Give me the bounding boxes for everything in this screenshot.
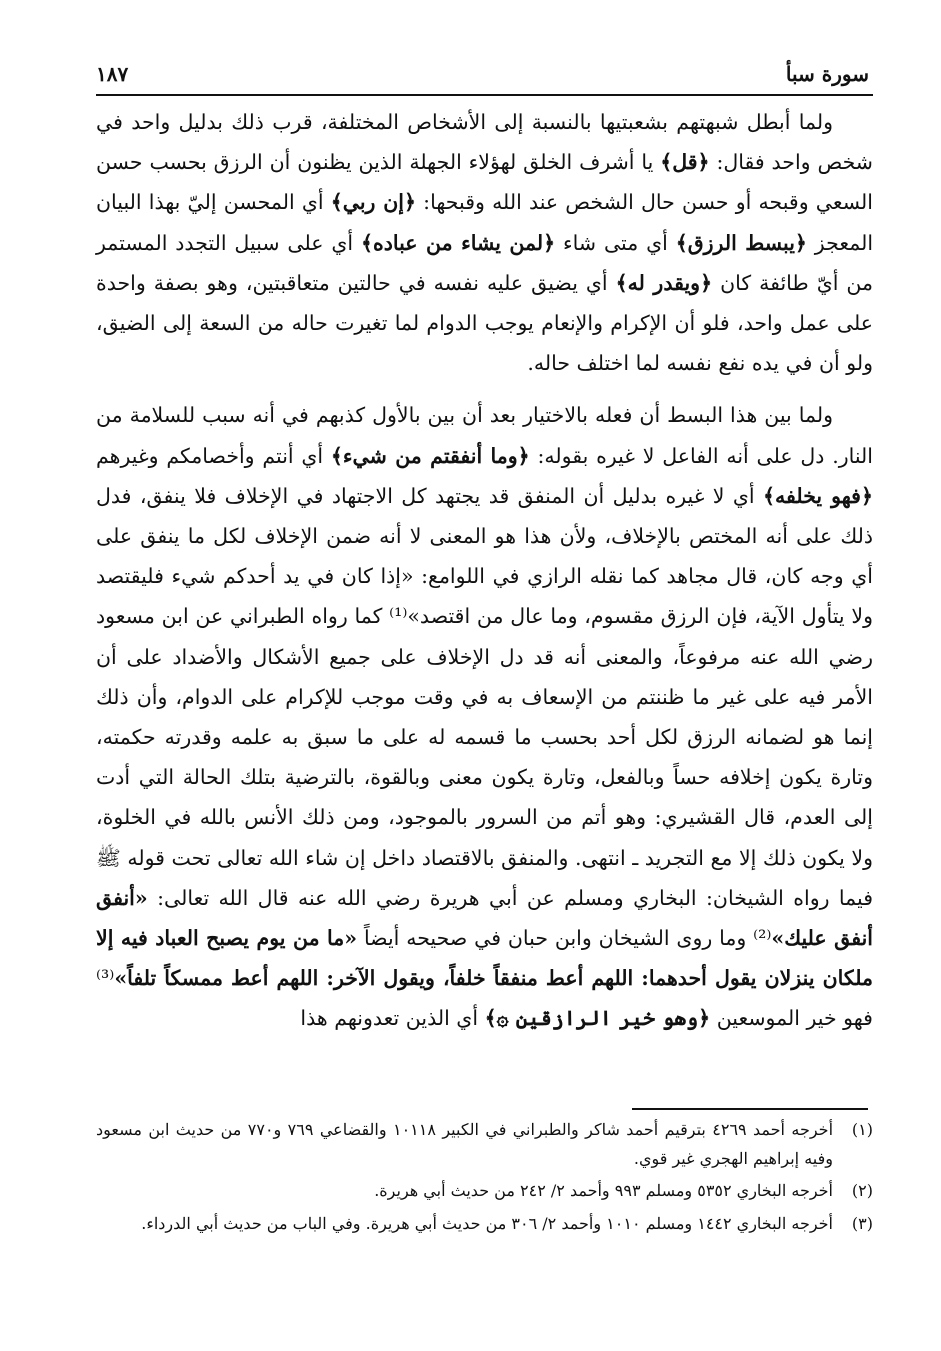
header-rule [96,94,873,96]
body-text-run: أي الذين تعدونهم هذا [300,1006,485,1031]
body-text-run: ولما أبطل شبهتهم بشعبتيها بالنسبة إلى الأشخاص المختلفة، قرب ذلك بدليل واحد في شخص واحد فقال: [96,110,873,175]
quran-quote: «أنفق أنفق عليك» [96,885,874,951]
footnote-text: أخرجه البخاري ٥٣٥٢ ومسلم ٩٩٣ وأحمد ٢/ ٢٤٢ من حديث أبي هريرة. [374,1181,833,1200]
quran-quote: ﴿فهو يخلفه﴾ [763,483,873,508]
body-text-run: أي متى شاء [555,230,676,255]
footnote [96,1116,873,1173]
quran-quote: ﴿وما أنفقتم من شيء﴾ [330,443,530,468]
body-text-run: أي المحسن إليّ بهذا البيان المعجز [96,190,874,255]
quran-quote: ﴿قل﴾ [660,150,710,175]
quran-quote: ﴿ويقدر له﴾ [615,270,713,295]
footnote-text: أخرجه أحمد ٤٢٦٩ بترقيم أحمد شاكر والطبراني في الكبير ١٠١١٨ والقضاعي ٧٦٩ و٧٧٠ من حديث ابن مسعود وفيه إبراهيم الهجري غير قوي. [96,1120,834,1168]
body-text-run: ولما بين هذا البسط أن فعله بالاختيار بعد أن بين بالأول كذبهم في أنه سبب للسلامة من النار. دل على أنه الفاعل لا غيره بقوله: [96,403,873,468]
body-text-run: أي لا غيره بدليل أن المنفق قد يجتهد كل الاجتهاد في الإخلاف فلا ينفق، فدل ذلك على أنه المختص بالإخلاف، ولأن هذا هو المعنى لا أنه ضمن الإخلاف لكل ما ينفق على أي وجه كان، قال مجاهد كما نقله الرازي في اللوامع: «إذا كان في يد أحدكم شيء فليقتصد ولا يتأول الآية، فإن الرزق مقسوم، وما عال من اقتصد»⁽¹⁾ كما رواه الطبراني عن ابن مسعود رضي الله عنه مرفوعاً، والمعنى أنه قد دل الإخلاف على جميع الأشكال والأضداد على أن الأمر فيه على غير ما ظننتم من الإسعاف به في وقت موجب للإكرام على الدوام، وأن ذلك إنما هو لضمانه الرزق لكل أحد بحسب ما قسمه له على ما سبق به علمه وقدرته حكمته، وتارة يكون إخلافه حساً وبالفعل، وتارة يكون معنى وبالقوة، بالترضية بتلك الحالة التي أدت إلى العدم، قال القشيري: وهو أتم من السرور بالموجود، ومن ذلك الأنس بالله في الخلوة، ولا يكون ذلك إلا مع التجريد ـ انتهى. والمنفق بالاقتصاد داخل إن شاء الله تعالى تحت قوله ﷺ فيما رواه الشيخان: البخاري ومسلم عن أبي هريرة رضي الله عنه قال الله تعالى: [96,483,873,910]
quran-quote: «ما من يوم يصبح العباد فيه إلا ملكان ينزلان يقول أحدهما: اللهم أعط منفقاً خلفاً، ويقول الآخر: اللهم أعط ممسكاً تلفاً» [96,926,873,991]
body-text-run: أي يضيق عليه نفسه في حالتين متعاقبتين، وهو بصفة واحدة على عمل واحد، فلو أن الإكرام والإنعام يوجب الدوام لما تغيرت حاله من السعة إلى الضيق، ولو أن في يده نفع نفسه لما اختلف حاله. [96,270,873,376]
body-text-run: يا أشرف الخلق لهؤلاء الجهلة الذين يظنون أن الرزق بحسب حسن السعي وقبحه أو حسن حال الشخص عند الله وقبحها: [96,150,873,215]
footnotes [96,1116,873,1242]
quran-quote: ﴿إن ربي﴾ [330,190,417,215]
quran-quote: ﴿لمن يشاء من عباده﴾ [360,230,556,255]
body-text [96,102,873,1039]
body-text-run: ⁽²⁾ وما روى الشيخان وابن حبان في صحيحه أيضاً [357,926,772,951]
surah-title: سورة سبأ [785,62,869,86]
footnote [96,1210,873,1239]
footnote-number: (٢) [851,1181,873,1200]
footnote-number: (٣) [851,1213,873,1233]
body-paragraph [96,395,873,1038]
quran-quote: ﴿يبسط الرزق﴾ [675,230,807,255]
footnote-rule [632,1108,868,1110]
footnote-number: (١) [851,1120,873,1139]
page-header [96,52,869,86]
body-text-run: أي على سبيل التجدد المستمر من أيّ طائفة كان [96,230,873,295]
quran-quote: ﴿وهو خير الرازقين ۞﴾ [484,1006,711,1031]
body-text-run: ⁽³⁾ فهو خير الموسعين [96,966,873,1031]
body-text-run: أي أنتم وأخصامكم وغيرهم [96,443,331,468]
footnote-text: أخرجه البخاري ١٤٤٢ ومسلم ١٠١٠ وأحمد ٢/ ٣٠٦ من حديث أبي هريرة. وفي الباب من حديث أبي الدرداء. [141,1213,833,1233]
footnote [96,1177,873,1206]
page-number: ١٨٧ [96,62,129,86]
body-paragraph [96,102,873,383]
